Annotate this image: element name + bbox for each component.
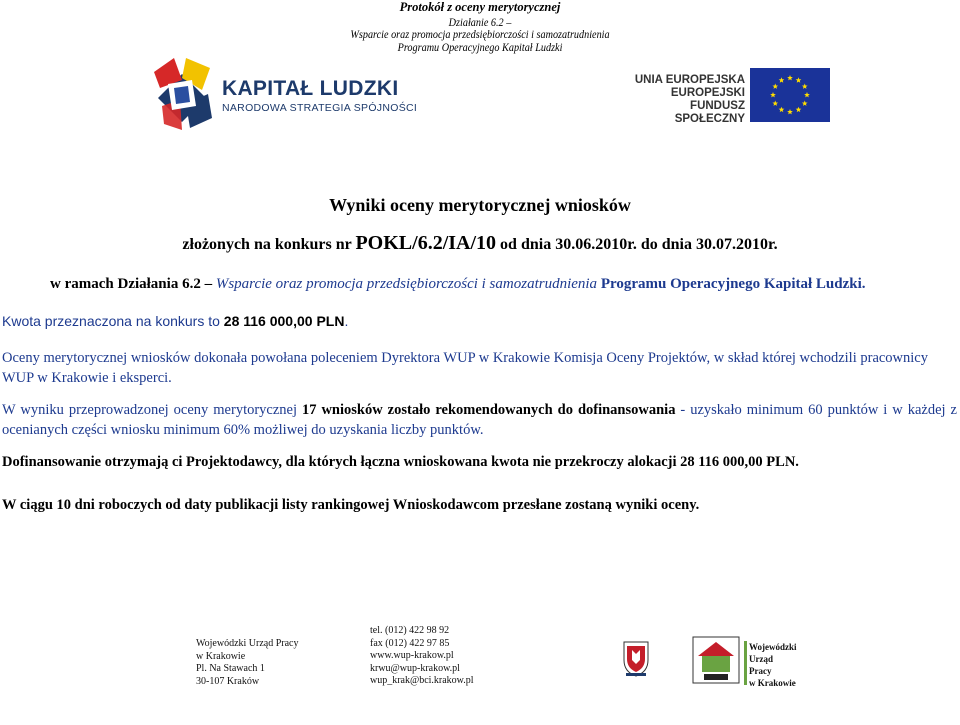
kapital-ludzki-title: KAPITAŁ LUDZKI xyxy=(222,77,399,100)
eu-line-2: EUROPEJSKI xyxy=(670,87,745,99)
kapital-ludzki-subtitle: NARODOWA STRATEGIA SPÓJNOŚCI xyxy=(222,102,418,114)
malopolska-crest-icon xyxy=(622,640,650,678)
eu-flag xyxy=(750,68,830,122)
contact-email-2[interactable]: wup_krak@bci.krakow.pl xyxy=(370,675,474,686)
contact-website[interactable]: www.wup-krakow.pl xyxy=(370,650,454,661)
action-measure: Wsparcie oraz promocja przedsiębiorczości i samozatrudnienia xyxy=(215,276,598,292)
kapital-ludzki-emblem xyxy=(152,54,220,136)
allocation-amount: 28 116 000,00 PLN xyxy=(223,313,345,329)
results-paragraph xyxy=(2,400,957,440)
page-title: Wyniki oceny merytorycznej wniosków xyxy=(329,195,631,215)
action-pre: w ramach Działania 6.2 – xyxy=(50,276,216,292)
allocation-post: . xyxy=(344,313,349,329)
wup-logo-line: w Krakowie xyxy=(749,678,796,688)
wup-logo-line: Wojewódzki xyxy=(749,642,797,652)
wup-logo-line: Urząd xyxy=(749,654,773,664)
evaluation-committee-paragraph: Oceny merytorycznej wniosków dokonała powołana poleceniem Dyrektora WUP w Krakowie Komisja Oceny Projektów, w skład której wchodzili pracownicy WUP w Krakowie i eksperci. xyxy=(2,350,928,386)
eu-label xyxy=(630,74,745,126)
protocol-measure: Wsparcie oraz promocja przedsiębiorczości i samozatrudnienia xyxy=(350,27,610,41)
results-post: - uzyskało minimum 60 punktów i w każdej z ocenianych części wniosku minimum 60% możliwej do uzyskania liczby punktów. xyxy=(2,402,957,438)
address-line: w Krakowie xyxy=(196,650,246,662)
protocol-action: Działanie 6.2 – xyxy=(448,15,512,29)
competition-number: POKL/6.2/IA/10 xyxy=(355,232,497,254)
contact-email[interactable]: krwu@wup-krakow.pl xyxy=(370,662,460,674)
protocol-programme: Programu Operacyjnego Kapitał Ludzki xyxy=(397,40,563,54)
allocation-paragraph xyxy=(2,311,957,331)
urzad-pracy-badge-icon xyxy=(692,636,740,684)
competition-line xyxy=(0,232,960,255)
funding-paragraph: Dofinansowanie otrzymają ci Projektodawcy, dla których łączna wnioskowana kwota nie przekroczy alokacji 28 116 000,00 PLN. xyxy=(2,454,799,470)
eu-line-3: FUNDUSZ SPOŁECZNY xyxy=(674,100,745,125)
results-recommended: 17 wniosków zostało rekomendowanych do dofinansowania xyxy=(301,402,676,418)
competition-pre: złożonych na konkurs nr xyxy=(182,236,356,253)
contact-fax: fax (012) 422 97 85 xyxy=(370,637,450,649)
address-line: 30-107 Kraków xyxy=(196,675,260,687)
notification-paragraph: W ciągu 10 dni roboczych od daty publikacji listy rankingowej Wnioskodawcom przesłane zostaną wyniki oceny. xyxy=(2,497,700,513)
contact-phone: tel. (012) 422 98 92 xyxy=(370,625,450,636)
address-line: Wojewódzki Urząd Pracy xyxy=(196,638,299,649)
eu-line-1: UNIA EUROPEJSKA xyxy=(634,74,745,86)
action-programme: Programu Operacyjnego Kapitał Ludzki. xyxy=(597,276,866,292)
results-pre: W wyniku przeprowadzonej oceny merytorycznej xyxy=(2,402,302,418)
wup-logo-text xyxy=(749,641,797,689)
protocol-title: Protokół z oceny merytorycznej xyxy=(399,0,561,14)
footer-contact xyxy=(370,625,474,688)
allocation-pre: Kwota przeznaczona na konkurs to xyxy=(2,313,224,329)
wup-logo-line: Pracy xyxy=(749,666,772,676)
address-line: Pl. Na Stawach 1 xyxy=(196,663,265,674)
competition-dates: od dnia 30.06.2010r. do dnia 30.07.2010r. xyxy=(496,236,778,253)
action-line xyxy=(50,276,866,293)
footer-address xyxy=(196,638,299,688)
